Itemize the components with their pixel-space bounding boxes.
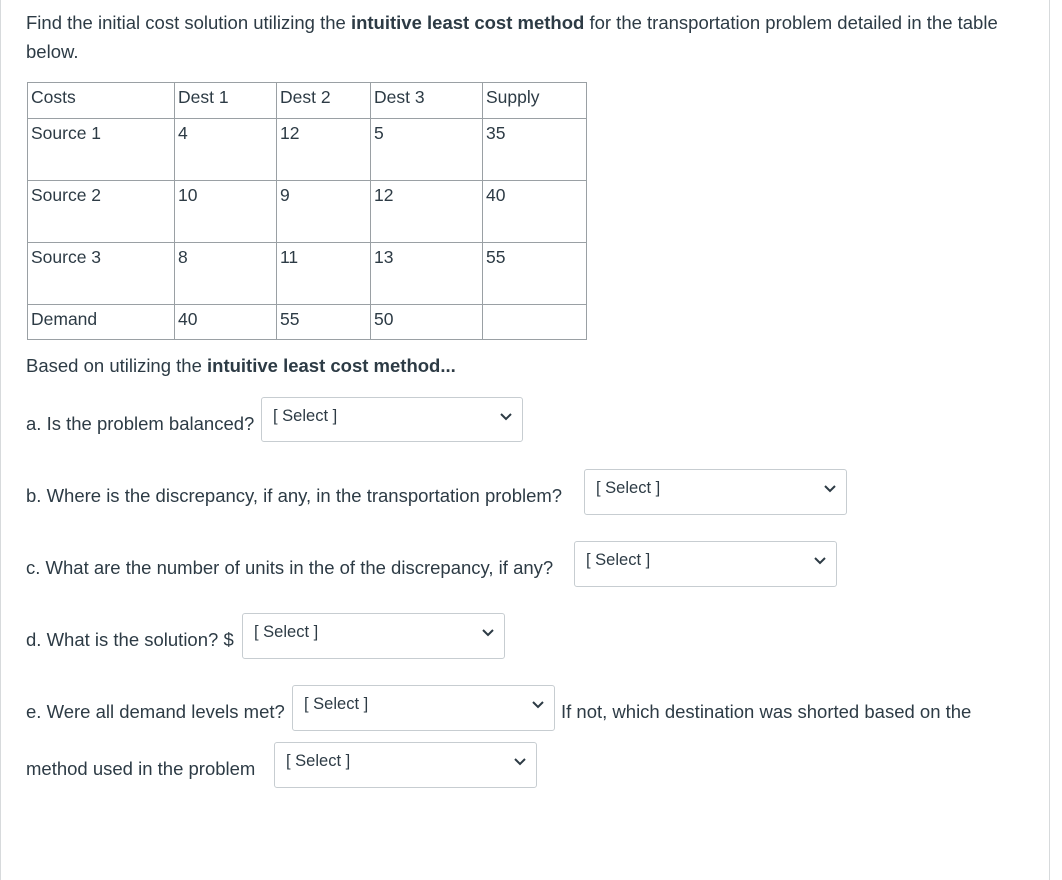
chevron-down-icon [824,485,836,493]
question-e-prompt: e. Were all demand levels met? [26,701,285,722]
chevron-down-icon [514,758,526,766]
table-header-cell: Dest 2 [277,83,371,119]
select-label: [ Select ] [304,695,369,713]
table-cell: 40 [175,305,277,340]
table-header-cell: Costs [28,83,175,119]
table-header-row [28,83,587,119]
chevron-down-icon [500,413,512,421]
select-label: [ Select ] [286,752,351,770]
table-header-cell: Supply [483,83,587,119]
table-cell: 50 [371,305,483,340]
table-cell: 10 [175,181,277,243]
table-cell: 55 [483,243,587,305]
table-cell: Source 2 [28,181,175,243]
question-d-select[interactable] [242,613,505,659]
question-d-prompt: d. What is the solution? $ [26,629,234,650]
question-f-prompt: method used in the problem [26,758,256,779]
select-label: [ Select ] [596,479,661,497]
table-row [28,119,587,181]
table-cell: 13 [371,243,483,305]
question-b-prompt: b. Where is the discrepancy, if any, in the transportation problem? [26,485,563,506]
table-cell: 40 [483,181,587,243]
table-cell: 12 [371,181,483,243]
question-f-select[interactable] [274,742,537,788]
chevron-down-icon [532,701,544,709]
table-cell: 4 [175,119,277,181]
table-cell: Demand [28,305,175,340]
table-cell: 55 [277,305,371,340]
select-label: [ Select ] [254,623,319,641]
question-a-select[interactable] [261,397,523,442]
intro-emphasis: intuitive least cost method [350,12,585,33]
table-cell: 11 [277,243,371,305]
chevron-down-icon [482,629,494,637]
question-c-prompt: c. What are the number of units in the of the discrepancy, if any? [26,557,554,578]
table-cell: 5 [371,119,483,181]
question-b-select[interactable] [584,469,847,515]
table-row [28,181,587,243]
question-e-followup: If not, which destination was shorted based on the [561,701,972,722]
table-cell: 9 [277,181,371,243]
table-header-cell: Dest 1 [175,83,277,119]
chevron-down-icon [814,557,826,565]
question-c-select[interactable] [574,541,837,587]
select-label: [ Select ] [586,551,651,569]
table-cell: 12 [277,119,371,181]
table-cell: Source 3 [28,243,175,305]
question-text: Find the initial cost solution utilizing the intuitive least cost method for the transportation problem detailed in the table below. [26,12,998,62]
table-header-cell: Dest 3 [371,83,483,119]
table-cell: 8 [175,243,277,305]
based-on-text: Based on utilizing the intuitive least cost method... [26,355,456,376]
question-a-prompt: a. Is the problem balanced? [26,413,255,434]
cost-table [27,82,587,340]
table-cell: 35 [483,119,587,181]
table-row [28,305,587,340]
select-label: [ Select ] [273,407,338,425]
table-cell: Source 1 [28,119,175,181]
table-row [28,243,587,305]
question-e-select[interactable] [292,685,555,731]
table-cell [483,305,587,340]
